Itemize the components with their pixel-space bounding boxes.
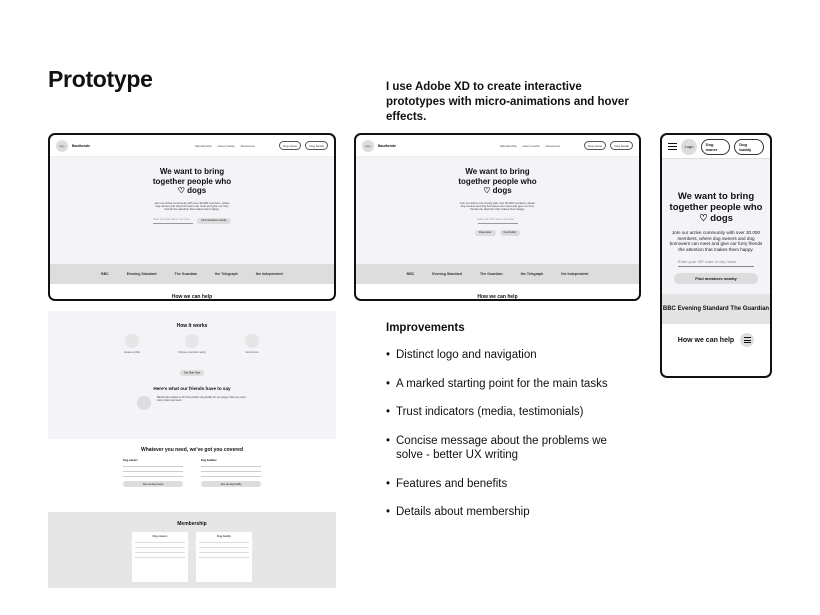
heart-icon: ♡ <box>699 213 708 224</box>
media-logos <box>50 264 334 284</box>
dog-buddy-button[interactable]: Dog buddy <box>734 139 764 155</box>
mobile-frame <box>660 133 772 378</box>
how-it-works-section <box>48 311 336 439</box>
dog-owner-button[interactable]: Dog owner <box>584 141 607 150</box>
covered-owner-heading: Dog owners <box>123 459 138 462</box>
site-nav <box>50 135 334 157</box>
membership-buddy-heading: Dog buddy <box>217 535 231 538</box>
logo-bbc: BBC <box>101 272 109 276</box>
improvement-item: • Details about membership <box>386 505 626 520</box>
logo-bbc: BBC <box>406 272 415 276</box>
dog-buddy-cta[interactable]: Dog buddy <box>500 230 521 236</box>
logo-standard: Evening Standard <box>126 272 157 276</box>
improvements-list <box>386 348 626 534</box>
join-buddy-button[interactable]: Join as dog buddy <box>201 481 261 487</box>
membership-title: Membership <box>177 521 207 527</box>
nav-how-it-works[interactable]: How it works <box>522 143 540 148</box>
covered-title: Whatever you need, we've got you covered <box>140 447 244 453</box>
desktop-frame-2 <box>354 133 641 301</box>
improvement-item: • Features and benefits <box>386 477 626 492</box>
logo-independent: the Independent <box>561 272 589 276</box>
brand-name: Bauthende <box>72 143 91 148</box>
site-nav <box>356 135 639 157</box>
hero-text: Join our active community with over 30.000 members, where dog owners and dog borrowers can meet and give our furry friends the attention that makes them happy. <box>669 230 763 252</box>
hamburger-icon[interactable] <box>668 143 677 151</box>
logo-bbc: BBC <box>662 306 676 312</box>
membership-owner-heading: Dog owners <box>152 535 168 538</box>
logo-guardian: The Guardian <box>174 272 198 276</box>
media-logos <box>356 264 639 284</box>
improvement-item: • Concise message about the problems we solve - better UX writing <box>386 434 626 463</box>
heart-icon: ♡ <box>483 186 491 195</box>
menu-icon[interactable] <box>740 333 754 347</box>
nav-resources[interactable]: Resources <box>545 143 560 148</box>
logo[interactable]: logo <box>56 140 68 152</box>
hero-title: We want to bring together people who ♡ dogs <box>669 191 763 224</box>
hero-text: Join our active community with over 30,000 members, where dog owners and dog borrowers can meet and give our furry friends the attention that makes them happy. <box>459 200 536 212</box>
logo-guardian: The Guardian <box>480 272 503 276</box>
hero-section <box>356 157 639 264</box>
nav-resources[interactable]: Resources <box>240 143 255 148</box>
find-members-button[interactable]: Find members nearby <box>197 218 230 224</box>
how-we-help-title: How we can help <box>677 336 735 344</box>
nav-membership[interactable]: Membership <box>500 143 517 148</box>
membership-section <box>48 512 336 588</box>
logo-standard: Evening Standard <box>432 272 463 276</box>
brand-name: Bauthende <box>378 143 397 148</box>
zip-input[interactable]: Enter your ZIP code or city name <box>678 259 754 267</box>
dog-owner-button[interactable]: Dog owner <box>279 141 302 150</box>
desktop-frame-1 <box>48 133 336 301</box>
heart-icon: ♡ <box>177 186 185 195</box>
testimonial-text: Bauthende helped us find the perfect dog buddy for our puppy. Now we never worry when we travel. <box>157 396 246 403</box>
image-placeholder <box>245 334 259 348</box>
nav-membership[interactable]: Membership <box>195 143 212 148</box>
hero-title: We want to bring together people who ♡ dogs <box>458 167 537 195</box>
logo-telegraph: the Telegraph <box>215 272 238 276</box>
improvement-item: • Trust indicators (media, testimonials) <box>386 405 626 420</box>
hero-section <box>50 157 334 264</box>
how-it-works-title: How it works <box>176 323 208 329</box>
logo[interactable]: logo <box>362 140 374 152</box>
image-placeholder <box>125 334 139 348</box>
hero-title: We want to bring together people who ♡ dogs <box>152 167 232 195</box>
logo-standard: Evening Standard <box>677 306 729 312</box>
improvement-item: • Distinct logo and navigation <box>386 348 626 363</box>
image-placeholder <box>185 334 199 348</box>
zip-input[interactable]: Enter your ZIP code or city name <box>153 218 193 224</box>
covered-section <box>48 447 336 507</box>
improvement-item: • A marked starting point for the main tasks <box>386 377 626 392</box>
logo[interactable]: Logo <box>681 139 696 155</box>
zip-input[interactable]: Enter your ZIP code or city name <box>478 218 518 224</box>
intro-text: I use Adobe XD to create interactive prototypes with micro-animations and hover effects. <box>386 81 629 123</box>
covered-buddy-heading: Dog buddies <box>201 459 217 462</box>
step-text: Get to know <box>245 351 259 354</box>
hero-text: Join our active community with over 30,000 members, where dog owners and dog borrowers can meet and give our furry friends the attention that makes them happy. <box>154 200 230 212</box>
page-title: Prototype <box>48 66 153 92</box>
avatar <box>137 396 151 410</box>
get-started-button[interactable]: Get Start Now <box>180 370 204 376</box>
logo-independent: the Independent <box>255 272 283 276</box>
find-members-button[interactable]: Find members nearby <box>674 273 758 284</box>
dog-buddy-button[interactable]: Dog buddy <box>610 141 633 150</box>
logo-telegraph: the Telegraph <box>520 272 544 276</box>
step-text: Choose a member nearby <box>178 351 206 354</box>
improvements-title: Improvements <box>386 322 465 334</box>
dog-buddy-button[interactable]: Dog buddy <box>305 141 328 150</box>
logo-guardian: The Guardian <box>730 306 770 312</box>
dog-owner-button[interactable]: Dog owner <box>701 139 731 155</box>
how-we-help-title: How we can help <box>171 294 213 300</box>
join-owner-button[interactable]: Join as dog owner <box>123 481 183 487</box>
how-we-help-row <box>662 333 770 347</box>
media-logos <box>662 294 770 324</box>
mobile-hero <box>662 159 770 294</box>
mobile-nav <box>662 135 770 159</box>
step-text: Create a profile <box>123 351 141 354</box>
testimonials-title: Here's what our friends have to say <box>153 386 231 391</box>
nav-how-it-works[interactable]: How it works <box>217 143 235 148</box>
how-we-help-title: How we can help <box>477 294 518 300</box>
dog-owner-cta[interactable]: Dog owner <box>475 230 496 236</box>
